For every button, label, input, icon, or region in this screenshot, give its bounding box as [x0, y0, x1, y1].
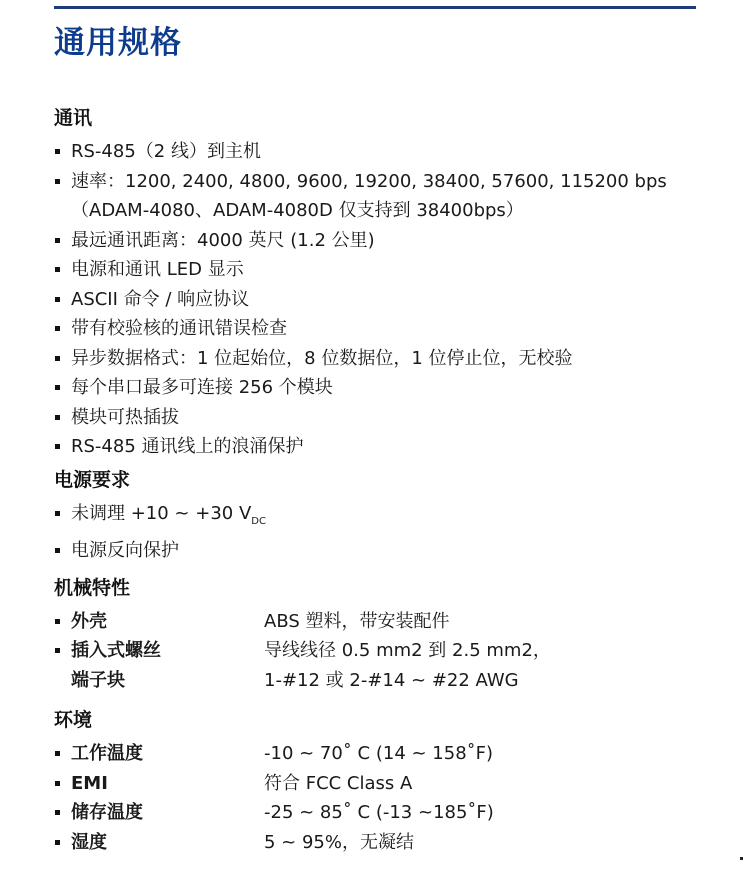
- bullet-icon: [55, 648, 60, 653]
- list-item-text: ASCII 命令 / 响应协议: [71, 288, 250, 310]
- spec-row: [54, 769, 696, 799]
- spec-label: 湿度: [71, 831, 107, 853]
- spec-row: [54, 607, 696, 637]
- spec-label: 工作温度: [71, 743, 143, 764]
- voltage-subscript: DC: [251, 515, 266, 527]
- bullet-icon: [55, 238, 60, 243]
- bullet-icon: [55, 548, 60, 553]
- list-item: [54, 137, 696, 167]
- bullet-icon: [55, 415, 60, 420]
- spec-row: [54, 636, 696, 666]
- list-item: [54, 226, 696, 256]
- spec-row: [54, 798, 696, 828]
- list-item: [54, 432, 696, 462]
- bullet-icon: [55, 840, 60, 845]
- bullet-icon: [55, 781, 60, 786]
- list-item-text: 未调理 +10 ~ +30 V: [71, 502, 252, 524]
- mechanical-table: [54, 607, 696, 696]
- list-item: [54, 344, 696, 374]
- power-section: [54, 467, 696, 566]
- spec-label: 外壳: [71, 610, 107, 632]
- spec-label: 端子块: [71, 669, 125, 691]
- communication-section: [54, 105, 696, 462]
- spec-label: 储存温度: [71, 802, 143, 823]
- spec-value: 1-#12 或 2-#14 ~ #22 AWG: [264, 669, 519, 691]
- spec-value: -10 ~ 70˚ C (14 ~ 158˚F): [264, 743, 494, 764]
- spec-value: 符合 FCC Class A: [264, 772, 413, 794]
- environment-section: [54, 707, 696, 857]
- mechanical-section: [54, 575, 696, 696]
- list-item-text: 模块可热插拔: [71, 406, 179, 428]
- corner-dot: [740, 857, 743, 860]
- spec-row: [54, 739, 696, 769]
- list-item: [54, 167, 696, 226]
- bullet-icon: [55, 511, 60, 516]
- bullet-icon: [55, 619, 60, 624]
- communication-list: [54, 137, 696, 462]
- page-title: 通用规格: [54, 25, 182, 61]
- list-item-text: 电源和通讯 LED 显示: [71, 259, 244, 280]
- power-heading: 电源要求: [54, 468, 131, 491]
- list-item-text: 电源反向保护: [71, 540, 179, 561]
- spec-row: [54, 828, 696, 858]
- top-divider: [54, 6, 696, 9]
- list-item-text: 带有校验核的通讯错误检查: [71, 318, 287, 339]
- list-item: [54, 314, 696, 344]
- spec-label: EMI: [71, 772, 108, 794]
- list-item: [54, 403, 696, 433]
- mechanical-heading: 机械特性: [54, 576, 131, 599]
- bullet-icon: [55, 385, 60, 390]
- spec-value: 导线线径 0.5 mm2 到 2.5 mm2，: [264, 640, 551, 661]
- list-item: [54, 499, 696, 537]
- spec-label: 插入式螺丝: [71, 640, 161, 661]
- power-list: [54, 499, 696, 566]
- spec-value: ABS 塑料，带安装配件: [264, 610, 450, 632]
- bullet-icon: [55, 149, 60, 154]
- environment-table: [54, 739, 696, 857]
- bullet-icon: [55, 751, 60, 756]
- bullet-icon: [55, 267, 60, 272]
- list-item-text: 每个串口最多可连接 256 个模块: [71, 377, 333, 398]
- list-item: [54, 285, 696, 315]
- spec-page: [54, 6, 696, 857]
- spec-value: -25 ~ 85˚ C (-13 ~185˚F): [264, 802, 494, 823]
- bullet-icon: [55, 179, 60, 184]
- list-item-text: RS-485 通讯线上的浪涌保护: [71, 436, 304, 457]
- list-item-text: 最远通讯距离：4000 英尺 (1.2 公里): [71, 229, 375, 251]
- list-item: [54, 255, 696, 285]
- environment-heading: 环境: [54, 709, 93, 731]
- list-item-text: 异步数据格式：1 位起始位，8 位数据位，1 位停止位，无校验: [71, 347, 573, 369]
- bullet-icon: [55, 810, 60, 815]
- bullet-icon: [55, 356, 60, 361]
- list-item-text: （ADAM-4080、ADAM-4080D 仅支持到 38400bps）: [71, 200, 524, 221]
- list-item-text: RS-485（2 线）到主机: [71, 141, 261, 162]
- list-item-text: 速率：1200, 2400, 4800, 9600, 19200, 38400, 57600, 115200 bps: [71, 170, 667, 192]
- spec-row-continued: [54, 666, 696, 696]
- communication-heading: 通讯: [54, 107, 93, 129]
- list-item: [54, 373, 696, 403]
- bullet-icon: [55, 297, 60, 302]
- bullet-icon: [55, 444, 60, 449]
- spec-value: 5 ~ 95%，无凝结: [264, 831, 414, 853]
- list-item: [54, 536, 696, 566]
- bullet-icon: [55, 326, 60, 331]
